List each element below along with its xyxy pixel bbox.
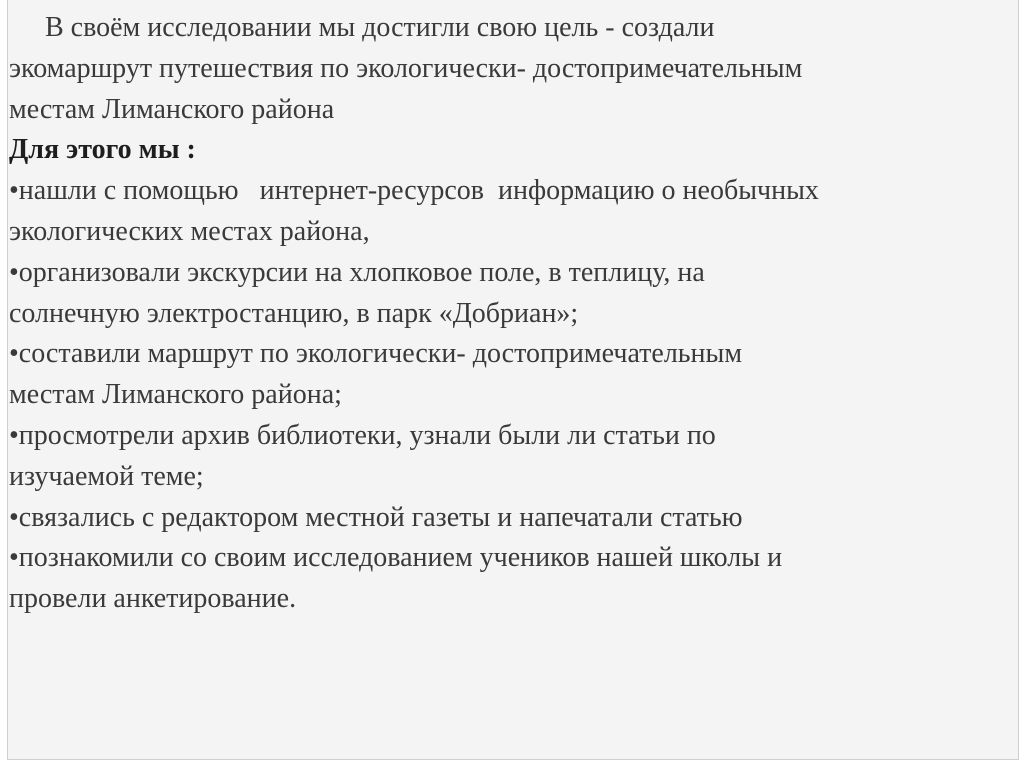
bullet-item-continuation: провели анкетирование. [9,583,297,615]
bullet-item: •нашли с помощью интернет-ресурсов информацию о необычных [9,175,819,207]
intro-line: экомаршрут путешествия по экологически- достопримечательным [9,52,803,84]
bullet-item: •организовали экскурсии на хлопковое поле, в теплицу, на [9,256,705,288]
bullet-item: •связались с редактором местной газеты и напечатали статью [9,501,743,533]
intro-line: местам Лиманского района [9,93,335,125]
bullet-item-continuation: местам Лиманского района; [9,379,342,411]
bullet-item-continuation: изучаемой теме; [9,460,204,492]
bullet-item-continuation: солнечную электростанцию, в парк «Добриан»; [9,297,579,329]
slide-text [9,8,1013,620]
bullet-item-continuation: экологических местах района, [9,215,370,247]
bullet-item: •составили маршрут по экологически- достопримечательным [9,338,743,370]
section-heading: Для этого мы : [9,134,196,166]
bullet-item: •познакомили со своим исследованием учеников нашей школы и [9,542,783,574]
bullet-item: •просмотрели архив библиотеки, узнали были ли статьи по [9,419,716,451]
intro-line: В своём исследовании мы достигли свою цель - создали [45,12,715,43]
